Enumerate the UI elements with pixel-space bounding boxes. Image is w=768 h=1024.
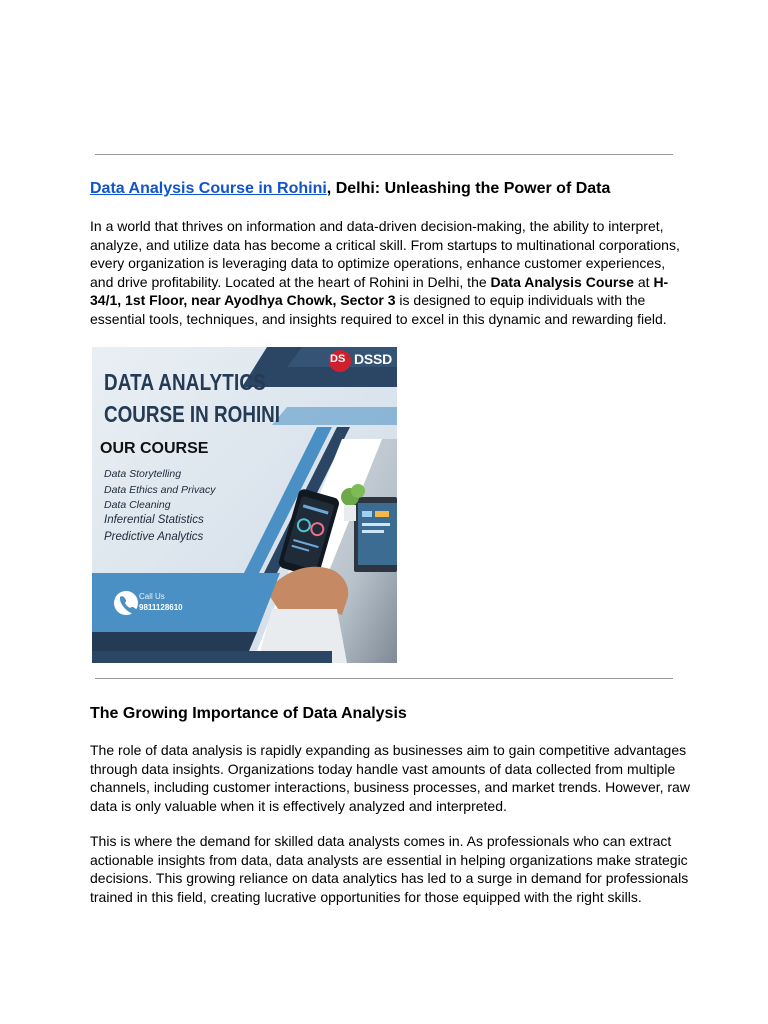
intro-text-2: at: [633, 273, 654, 290]
title-rest: , Delhi: Unleashing the Power of Data: [326, 180, 611, 197]
banner-our-course: OUR COURSE: [100, 440, 209, 457]
page-title: [90, 179, 610, 199]
intro-text-3: is designed to equip individuals with the essential tools, techniques, and insights required to excel in this dynamic and rewarding field.: [90, 292, 667, 327]
section-heading: The Growing Importance of Data Analysis: [90, 705, 407, 722]
banner-item: Data Storytelling: [104, 468, 182, 480]
banner-item: Data Cleaning: [104, 499, 171, 511]
banner-call-label: Call Us: [139, 592, 165, 601]
intro-text-1: In a world that thrives on information and data-driven decision-making, the ability to interpret, analyze, and utilize data has become a critical skill. From startups to multinational corporations, every organization is leveraging data to optimize operations, enhance customer experiences, and drive profitability. Located at the heart of Rohini in Delhi, the: [90, 218, 680, 290]
banner-title-line2: COURSE IN ROHINI: [104, 401, 281, 427]
course-name-bold: Data Analysis Course: [490, 273, 634, 290]
section-paragraph-2: This is where the demand for skilled data analysts comes in. As professionals who can extract actionable insights from data, data analysts are essential in helping organizations make strategic decisions. This growing reliance on data analytics has led to a surge in demand for professionals trained in this field, creating lucrative opportunities for those equipped with the right skills.: [90, 833, 689, 905]
middle-divider: [95, 678, 673, 679]
banner-item: Data Ethics and Privacy: [104, 484, 216, 496]
section-paragraph-1: The role of data analysis is rapidly expanding as businesses aim to gain competitive advantages through data insights. Organizations today handle vast amounts of data collected from multiple channels, including customer interactions, business processes, and market trends. However, raw data is only valuable when it is effectively analyzed and interpreted.: [90, 742, 690, 814]
intro-paragraph: [90, 217, 690, 329]
phone-icon: [114, 591, 138, 615]
banner-title-line1: DATA ANALYTICS: [104, 369, 266, 395]
course-banner-image: [92, 347, 397, 663]
banner-phone-number: 9811128610: [139, 603, 183, 612]
banner-item: Inferential Statistics: [104, 514, 204, 526]
top-divider: [95, 154, 673, 155]
course-link[interactable]: Data Analysis Course in Rohini: [90, 180, 327, 197]
banner-item: Predictive Analytics: [104, 531, 204, 543]
address-bold: H-34/1, 1st Floor, near Ayodhya Chowk, Sector 3: [90, 273, 669, 309]
logo-mark: DS: [330, 353, 346, 365]
logo-text: DSSD: [354, 351, 393, 367]
